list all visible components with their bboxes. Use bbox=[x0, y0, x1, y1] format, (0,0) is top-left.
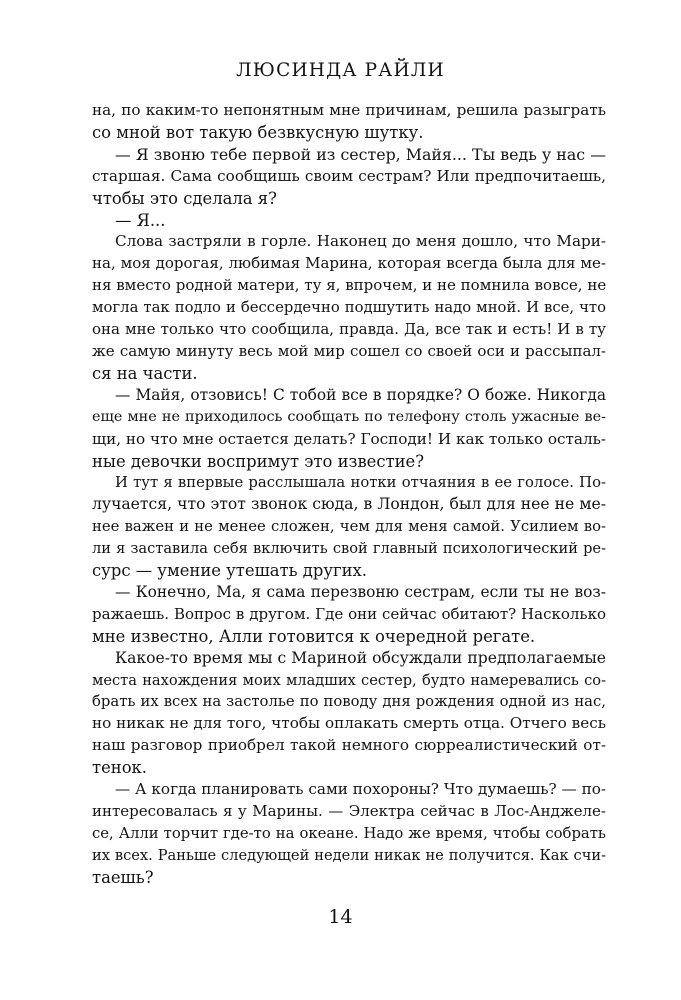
text-line: Какое-то время мы с Мариной обсуждали предполагаемые bbox=[115, 648, 606, 667]
text-line: на, по каким-то непонятным мне причинам, решила разыграть bbox=[92, 101, 606, 119]
text-line: но никак не для того, чтобы оплакать смерть отца. Отчего весь bbox=[92, 714, 606, 733]
text-line: со мной вот такую безвкусную шутку. bbox=[92, 122, 424, 142]
text-line: мне известно, Алли готовится к очередной регате. bbox=[92, 626, 536, 646]
text-line: места нахождения моих младших сестер, будто намеревались со- bbox=[92, 671, 606, 689]
text-line: еще мне не приходилось сообщать по телефону столь ужасные ве- bbox=[92, 408, 606, 425]
text-line: брать их всех на застолье по поводу дня рождения одной из нас, bbox=[92, 693, 606, 711]
text-line: нее важен и не менее сложен, чем для меня самой. Усилием во- bbox=[92, 518, 606, 536]
text-line: ня вместо родной матери, ту я, впрочем, и не помнила вовсе, не bbox=[92, 276, 607, 295]
running-head-author: ЛЮСИНДА РАЙЛИ bbox=[236, 60, 445, 81]
text-line: старшая. Сама сообщишь своим сестрам? Или предпочитаешь, bbox=[92, 166, 606, 185]
text-line: — Конечно, Ма, я сама перезвоню сестрам, если ты не воз- bbox=[115, 582, 606, 601]
text-line: тенок. bbox=[92, 758, 148, 778]
text-line: ли я заставила себя включить свой главный психологический ре- bbox=[92, 540, 606, 558]
text-line: И тут я впервые расслышала нотки отчаяния в ее голосе. По- bbox=[115, 474, 606, 492]
text-line: — А когда планировать сами похороны? Что думаешь? — по- bbox=[115, 780, 606, 799]
text-line: сурс — умение утешать других. bbox=[92, 561, 367, 581]
text-line: ся на части. bbox=[92, 363, 198, 383]
text-line: могла так подло и бессердечно подшутить надо мной. И все, что bbox=[92, 299, 606, 317]
text-line: же самую минуту весь мой мир сошел со своей оси и рассыпал- bbox=[92, 341, 606, 360]
text-line: интересовалась я у Марины. — Электра сейчас в Лос-Анджеле- bbox=[92, 802, 606, 820]
text-line: чтобы это сделала я? bbox=[92, 188, 277, 208]
body-text bbox=[92, 100, 606, 889]
page-number: 14 bbox=[328, 906, 353, 928]
text-line: — Я звоню тебе первой из сестер, Майя... Ты ведь у нас — bbox=[115, 144, 606, 164]
text-line: ражаешь. Вопрос в другом. Где они сейчас обитают? Насколько bbox=[92, 604, 606, 623]
text-line: таешь? bbox=[92, 867, 154, 887]
text-line: она мне только что сообщила, правда. Да, все так и есть! И в ту bbox=[92, 320, 606, 339]
text-line: наш разговор приобрел такой немного сюрреалистический от- bbox=[92, 736, 606, 755]
text-line: на, моя дорогая, любимая Марина, которая всегда была для ме- bbox=[92, 254, 606, 273]
text-line: щи, но что мне остается делать? Господи! И как только осталь- bbox=[92, 429, 606, 448]
text-line: — Майя, отзовись! С тобой все в порядке? О боже. Никогда bbox=[115, 385, 606, 404]
text-line: Слова застряли в горле. Наконец до меня дошло, что Мари- bbox=[115, 232, 606, 251]
text-line: ные девочки воспримут это известие? bbox=[92, 451, 425, 471]
text-line: их всех. Раньше следующей недели никак не получится. Как счи- bbox=[92, 846, 606, 864]
text-line: лучается, что этот звонок сюда, в Лондон, был для нее не ме- bbox=[92, 495, 606, 514]
text-line: — Я... bbox=[115, 210, 166, 230]
text-line: се, Алли торчит где-то на океане. Надо же время, чтобы собрать bbox=[92, 824, 606, 842]
